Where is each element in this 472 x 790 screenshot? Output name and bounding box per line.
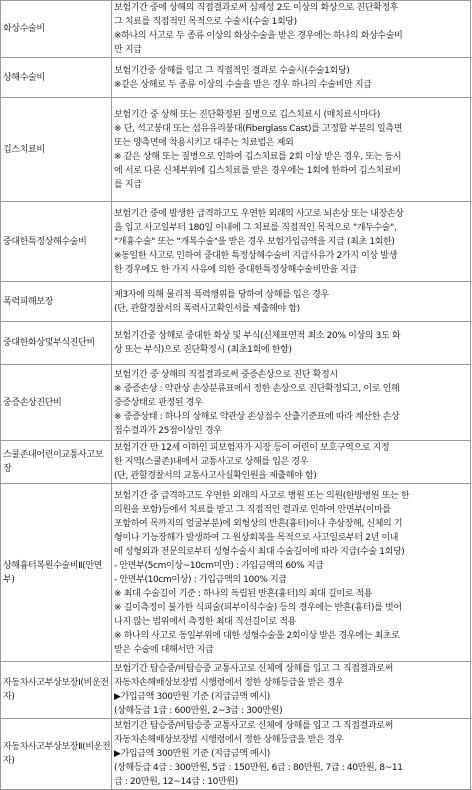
description-line: ※ 같은 상해 또는 질병으로 인하여 깁스치료를 2회 이상 받은 경우, 또는 동시 bbox=[114, 151, 402, 162]
coverage-name: 깁스치료비 bbox=[1, 98, 112, 202]
description-line: "개흉수술" 또는 "개복수술"을 받은 경우 보험가입금액을 지급 (최초 1회한) bbox=[114, 236, 395, 247]
description-line: 중증상태로 판정된 경우 bbox=[114, 397, 203, 408]
description-line: 를 지급 bbox=[114, 179, 142, 190]
description-line: ※하나의 사고로 두 종류 이상의 화상수술을 받은 경우에는 하나의 화상수술비 bbox=[114, 31, 403, 41]
coverage-description bbox=[112, 719, 471, 790]
description-line: 보험기간중 상해를 입고 그 직접적인 결과로 수술시(수술1회당) bbox=[114, 65, 350, 76]
description-line: ▶가입금액 300만원 기준 (지급금액 예시) bbox=[114, 692, 270, 702]
coverage-name: 상해흉터복원수술비Ⅱ(안면부) bbox=[1, 484, 112, 662]
description-line: 보험기간 중 상해의 직접결과로써 중증손상으로 진단 확정시 bbox=[114, 369, 338, 380]
coverage-row bbox=[1, 202, 471, 282]
coverage-name: 상해수술비 bbox=[1, 58, 112, 98]
description-line: 보험기간 만 12세 이하인 피보험자가 시장 등이 어린이 보호구역으로 지정 bbox=[114, 443, 390, 453]
coverage-name: 자동차사고부상보장Ⅰ(비운전자) bbox=[1, 662, 112, 719]
description-line: 자동차손해배상보장법 시행령에서 정한 상해등급을 받은 경우 bbox=[114, 735, 344, 745]
description-line: (단, 관할경찰서의 교통사고사실확인원을 제출해야 함) bbox=[114, 471, 317, 481]
description-line: ※ 길이측정이 불가한 식피술(피부이식수술) 등의 경우에는 반흔(흉터)를 벗어 bbox=[114, 602, 402, 613]
coverage-description bbox=[112, 202, 471, 282]
description-line: - 안면부(5cm이상~10cm미만) : 가입금액의 60% 지급 bbox=[114, 560, 324, 571]
coverage-name: 중대한특정상해수술비 bbox=[1, 202, 112, 282]
description-line: 보험기간 중 상해 또는 진단확정된 질병으로 깁스치료시 (매치료시마다) bbox=[114, 109, 380, 120]
coverage-name: 화상수술비 bbox=[1, 1, 112, 58]
coverage-name: 스쿨존내어린이교통사고보장 bbox=[1, 441, 112, 484]
coverage-row bbox=[1, 98, 471, 202]
coverage-description bbox=[112, 1, 471, 58]
description-line: ※ 하나의 사고로 동일부위에 대한 성형수술을 2회이상 받은 경우에는 최초로 bbox=[114, 630, 400, 641]
coverage-row bbox=[1, 365, 471, 441]
description-line: 제3자에 의해 물리적 폭력행위를 당하여 상해를 입은 경우 bbox=[114, 289, 329, 300]
coverage-row bbox=[1, 1, 471, 58]
description-line: (단, 관할경찰서의 폭력사고확인서를 제출해야 함) bbox=[114, 303, 300, 314]
description-line: 나지 않는 범위에서 측정한 최대 직선길이로 적용 bbox=[114, 616, 296, 627]
coverage-description bbox=[112, 365, 471, 441]
coverage-description bbox=[112, 58, 471, 98]
coverage-row bbox=[1, 322, 471, 365]
description-line: 급 : 20만원, 12~14급 : 10만원) bbox=[114, 777, 238, 787]
description-line: ※동일한 사고로 인하여 중대한 특정상해수술비 지급사유가 2가지 이상 발생 bbox=[114, 250, 397, 261]
description-line: 또는 양측면에 착용시키고 대주는 치료법은 제외 bbox=[114, 137, 294, 148]
coverage-description bbox=[112, 322, 471, 365]
description-line: 그 치료를 직접적인 목적으로 수술시(수술 1회당) bbox=[114, 17, 297, 27]
description-line: 상 또는 부식)으로 진단확정시 (최초1회에 한함) bbox=[114, 345, 292, 355]
description-line: 포함하여 목까지의 얼굴부분)에 외형상의 반흔(흉터)이나 추상장해, 신체의 기 bbox=[114, 518, 403, 529]
coverage-description bbox=[112, 282, 471, 322]
coverage-name: 중대한화상및부식진단비 bbox=[1, 322, 112, 365]
description-line: 보험기간 중에 발생한 급격하고도 우연한 외래의 사고로 뇌손상 또는 내장손상 bbox=[114, 208, 404, 219]
description-line: 보험기간중 상해로 중대한 화상 및 부식(신체표면적 최소 20% 이상의 3도 화 bbox=[114, 331, 401, 341]
description-line: 보험기간 중에 상해의 직접결과로써 심재성 2도 이상의 화상으로 진단확정후 bbox=[114, 3, 399, 13]
description-line: ※ 단, 석고붕대 또는 섬유유리붕대(Fiberglass Cast)를 고정할 부분의 일측면 bbox=[114, 123, 403, 134]
description-line: 보험기간 탑승중/비탑승중 교통사고로 신체에 상해를 입고 그 직접결과로써 bbox=[114, 721, 393, 731]
description-line: ※ 중증상태 : 하나의 상해로 약관상 손상점수 산출기준표에 따라 계산한 손상 bbox=[114, 411, 400, 422]
description-line: 만 지급 bbox=[114, 45, 142, 55]
description-line: 의원을 포함)등에서 치료를 받고 그 직접적인 결과로 인하여 안면부(이마를 bbox=[114, 504, 391, 515]
coverage-description bbox=[112, 441, 471, 484]
description-line: 형이나 기능장해가 발생하여 그 원상회복을 목적으로 사고일로부터 2년 이내 bbox=[114, 532, 399, 543]
description-line: ▶가입금액 300만원 기준 (지급금액 예시) bbox=[114, 749, 270, 759]
description-line: - 안면부(10cm이상) : 가입금액의 100% 지급 bbox=[114, 574, 287, 585]
description-line: (상해등급 4급 : 300만원, 5급 : 150만원, 6급 : 80만원, 7급 : 40만원, 8~11 bbox=[114, 763, 403, 773]
coverage-row bbox=[1, 662, 471, 719]
coverage-row bbox=[1, 719, 471, 790]
description-line: 에 서로 다른 신체부위에 깁스치료를 받은 경우에는 1회에 한하여 깁스치료비 bbox=[114, 165, 401, 176]
coverage-description bbox=[112, 662, 471, 719]
coverage-description bbox=[112, 98, 471, 202]
coverage-description bbox=[112, 484, 471, 662]
description-line: 한 지역(스쿨존)내에서 교통사고로 상해를 입은 경우 bbox=[114, 457, 309, 467]
coverage-row bbox=[1, 58, 471, 98]
coverage-row bbox=[1, 282, 471, 322]
coverage-row bbox=[1, 441, 471, 484]
description-line: 한 경우에도 한 가지 사유에 의한 중대한특정상해수술비만을 지급 bbox=[114, 264, 357, 275]
description-line: 보험기간 탑승중/비탑승중 교통사고로 신체에 상해를 입고 그 직접결과로써 bbox=[114, 664, 393, 674]
description-line: 받은 수술에 대해서만 지급 bbox=[114, 644, 214, 655]
coverage-row bbox=[1, 484, 471, 662]
description-line: ※ 중증손상 : 약관상 손상분류표에서 정한 손상으로 진단확정되고, 이로 인해 bbox=[114, 383, 400, 394]
coverage-name: 자동차사고부상보장Ⅱ(비운전자) bbox=[1, 719, 112, 790]
description-line: 에 성형외과 전문의로부터 성형수술시 최대 수술길이에 따라 지급(수술 1회당) bbox=[114, 546, 405, 557]
description-line: 자동차손해배상보장법 시행령에서 정한 상해등급을 받은 경우 bbox=[114, 678, 344, 688]
coverage-name: 중증손상진단비 bbox=[1, 365, 112, 441]
description-line: 보험기간 중 급격하고도 우연한 외래의 사고로 병원 또는 의원(한방병원 또는 한 bbox=[114, 490, 410, 501]
description-line: (상해등급 1급 : 600만원, 2~3급 : 300만원) bbox=[114, 706, 283, 716]
description-line: ※같은 상해로 두 종류 이상의 수술을 받은 경우 하나의 수술비만 지급 bbox=[114, 79, 372, 90]
description-line: ※ 최대 수술길이 기준 : 하나의 독립된 반흔(흉터)의 최대 길이로 적용 bbox=[114, 588, 373, 599]
coverage-name: 폭력피해보장 bbox=[1, 282, 112, 322]
description-line: 점수결과가 25점이상인 경우 bbox=[114, 425, 222, 436]
coverage-table-body bbox=[1, 1, 471, 790]
description-line: 을 입고 사고일부터 180일 이내에 그 치료를 직접적인 목적으로 "개두수술", bbox=[114, 222, 397, 233]
